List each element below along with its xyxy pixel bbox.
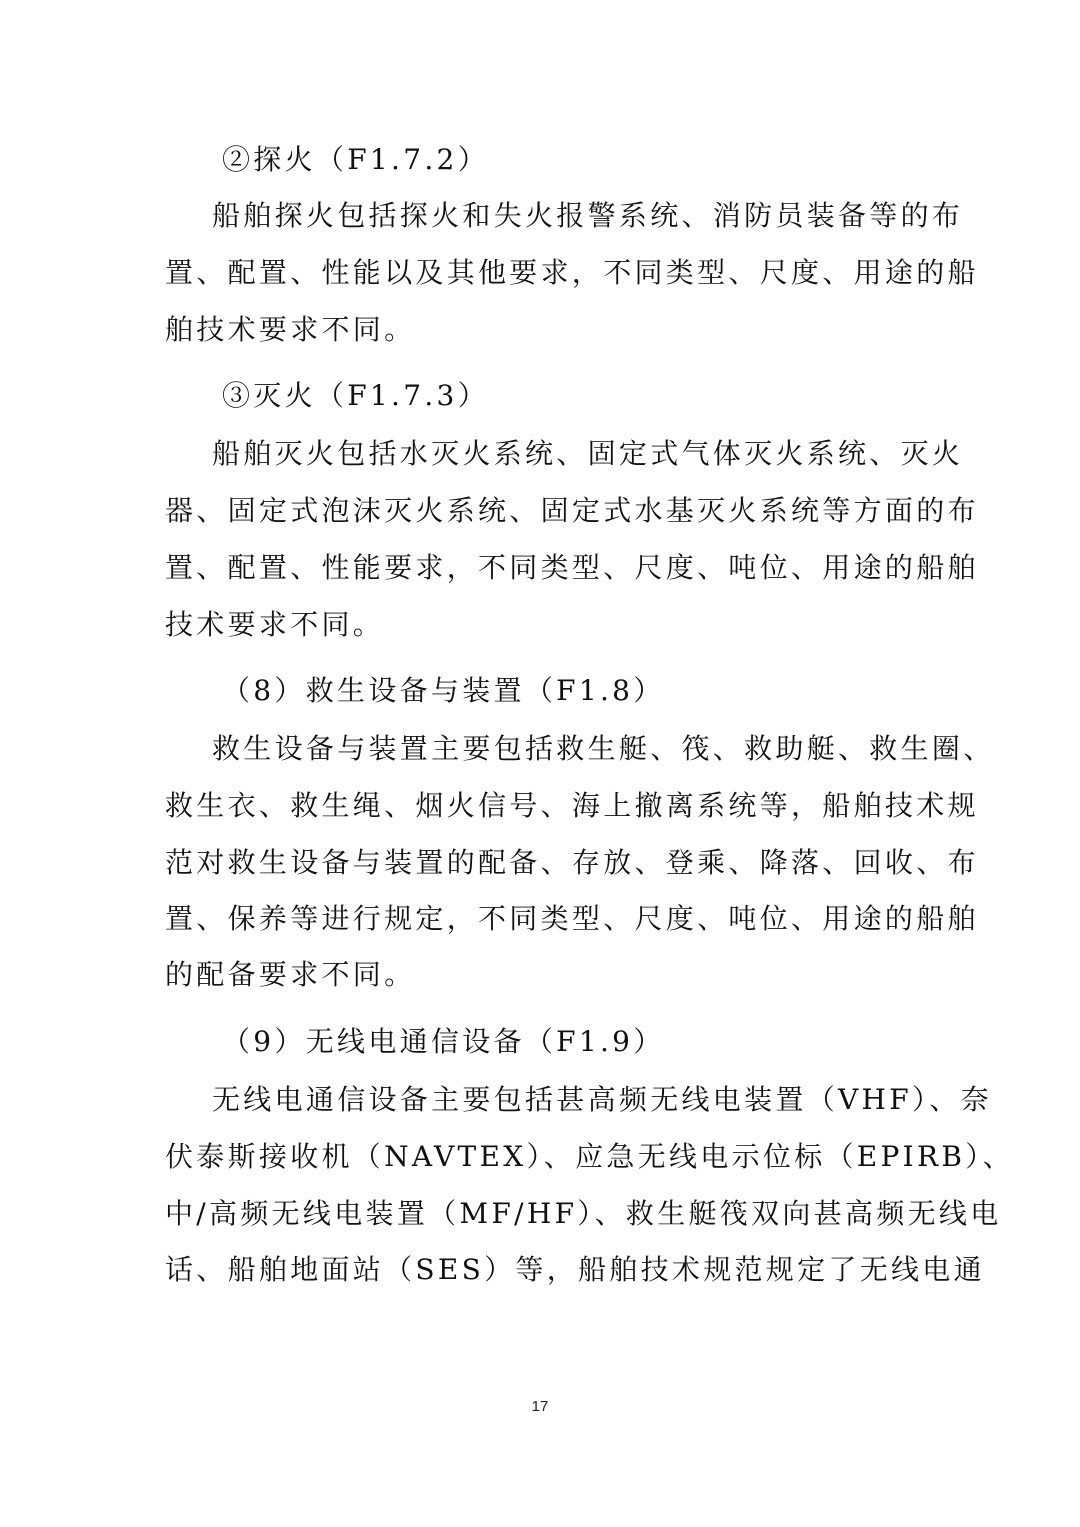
section-heading-fire-extinguishing: ③灭火（F1.7.3） (222, 379, 489, 412)
paragraph-line: 船舶灭火包括水灭火系统、固定式气体灭火系统、灭火 (212, 437, 964, 470)
section-heading-fire-detection: ②探火（F1.7.2） (222, 143, 489, 176)
paragraph-line: 技术要求不同。 (165, 608, 385, 641)
paragraph-line: 无线电通信设备主要包括甚高频无线电装置（VHF）、奈 (212, 1083, 992, 1116)
section-heading-life-saving: （8）救生设备与装置（F1.8） (222, 674, 665, 707)
paragraph-line: 话、船舶地面站（SES）等，船舶技术规范规定了无线电通 (165, 1253, 985, 1286)
paragraph-line: 置、保养等进行规定，不同类型、尺度、吨位、用途的船舶 (165, 902, 979, 935)
page-number: 17 (531, 1398, 549, 1415)
paragraph-line: 器、固定式泡沫灭火系统、固定式水基灭火系统等方面的布 (165, 494, 979, 527)
paragraph-line: 置、配置、性能以及其他要求，不同类型、尺度、用途的船 (165, 256, 979, 289)
paragraph-line: 置、配置、性能要求，不同类型、尺度、吨位、用途的船舶 (165, 551, 979, 584)
paragraph-line: 救生设备与装置主要包括救生艇、筏、救助艇、救生圈、 (212, 732, 995, 765)
paragraph-line: 的配备要求不同。 (165, 958, 416, 991)
paragraph-line: 舶技术要求不同。 (165, 313, 416, 346)
paragraph-line: 中/高频无线电装置（MF/HF）、救生艇筏双向甚高频无线电 (165, 1197, 1002, 1230)
paragraph-line: 伏泰斯接收机（NAVTEX）、应急无线电示位标（EPIRB）、 (165, 1140, 1014, 1173)
paragraph-line: 船舶探火包括探火和失火报警系统、消防员装备等的布 (212, 199, 964, 232)
paragraph-line: 救生衣、救生绳、烟火信号、海上撤离系统等，船舶技术规 (165, 789, 979, 822)
section-heading-radio-communication: （9）无线电通信设备（F1.9） (222, 1025, 665, 1058)
paragraph-line: 范对救生设备与装置的配备、存放、登乘、降落、回收、布 (165, 846, 979, 879)
